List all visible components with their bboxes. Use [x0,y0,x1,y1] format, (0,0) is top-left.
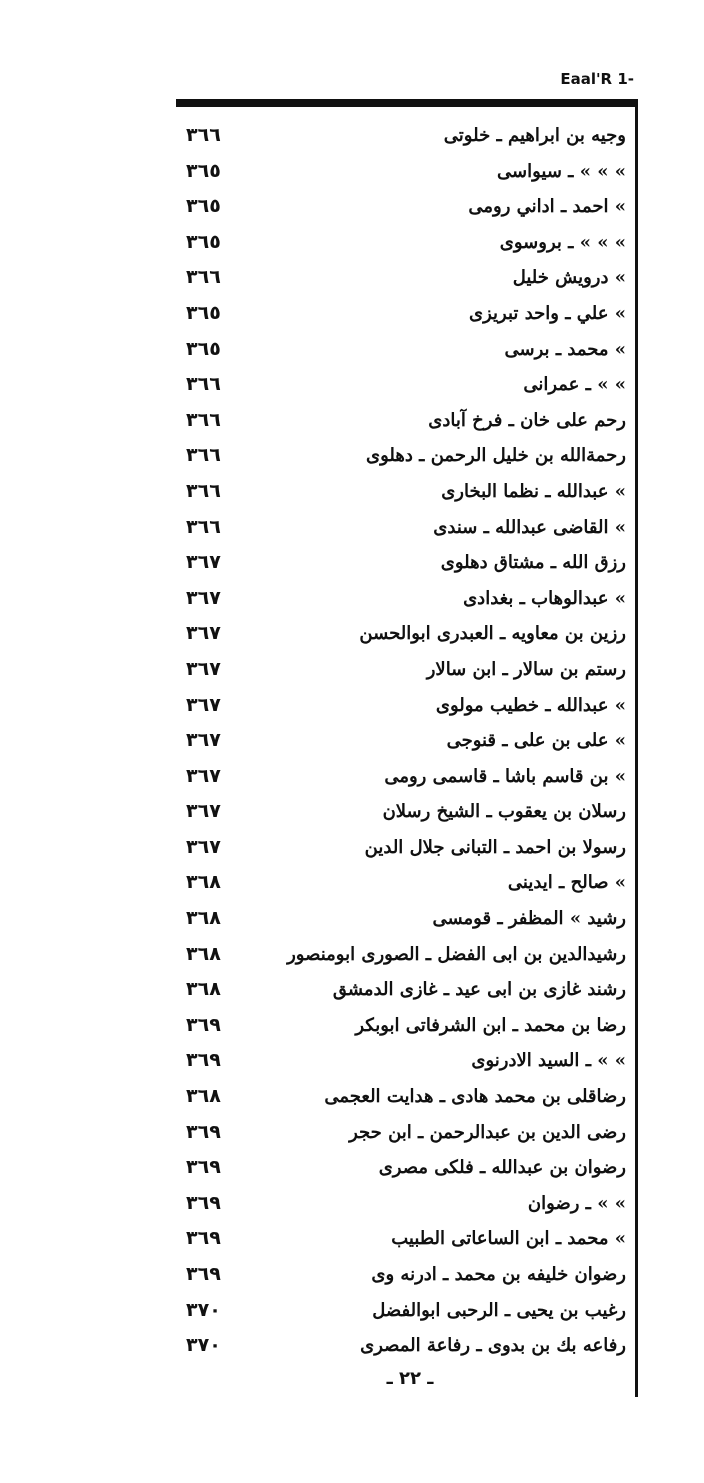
index-list [176,118,630,1364]
list-item [176,367,630,403]
entry-name: » » ـ عمرانی [523,374,626,396]
entry-page-number: ۳٦۷ [186,693,221,716]
entry-page-number: ۳٦۸ [186,871,221,894]
entry-page-number: ۳٦۷ [186,729,221,752]
list-item [176,972,630,1008]
entry-page-number: ۳٦۷ [186,586,221,609]
list-item [176,901,630,937]
entry-page-number: ۳٦٦ [186,373,221,396]
list-item [176,1079,630,1115]
entry-page-number: ۳٦٥ [186,301,221,324]
list-item [176,865,630,901]
list-item [176,403,630,439]
entry-name: رحمةالله بن خليل الرحمن ـ دهلوی [366,445,626,467]
right-rule [635,107,638,1397]
entry-page-number: ۳٦۷ [186,800,221,823]
entry-page-number: ۳٦٦ [186,444,221,467]
entry-name: رشید » المظفر ـ قومسی [432,908,626,930]
list-item [176,225,630,261]
list-item [176,118,630,154]
entry-page-number: ۳٦۹ [186,1049,221,1072]
entry-name: » صالح ـ ایدینی [507,872,626,894]
entry-name: رضا بن محمد ـ ابن الشرفاتی ابوبكر [355,1014,626,1036]
list-item [176,1186,630,1222]
list-item [176,794,630,830]
entry-page-number: ۳٦۹ [186,1120,221,1143]
entry-name: رشند غازی بن ابی عيد ـ غازی الدمشق [332,979,626,1001]
page-number: ـ ۲۲ ـ [386,1368,434,1389]
entry-page-number: ۳٦۹ [186,1263,221,1285]
entry-page-number: ۳٦٥ [186,159,221,182]
list-item [176,332,630,368]
entry-name: » احمد ـ اداني رومی [468,196,626,218]
entry-name: » علی بن علی ـ قنوجی [446,730,626,752]
entry-page-number: ۳٦۹ [186,1191,221,1214]
list-item [176,1293,630,1329]
entry-name: » عبدالله ـ نظما البخاری [441,480,626,502]
list-item [176,616,630,652]
entry-name: رضوان خليفه بن محمد ـ ادرنه وی [371,1264,626,1285]
entry-page-number: ۳٦۷ [186,622,221,645]
entry-name: رستم بن سالار ـ ابن سالار [426,658,626,680]
list-item [176,1221,630,1257]
list-item [176,688,630,724]
entry-page-number: ۳٦۷ [186,835,221,858]
entry-page-number: ۳٦٥ [186,337,221,360]
entry-name: » » » ـ سیواسی [497,160,626,182]
entry-name: رضوان بن عبدالله ـ فلكی مصری [378,1157,626,1179]
list-item [176,154,630,190]
entry-page-number: ۳٦٦ [186,266,221,289]
entry-page-number: ۳٦۹ [186,1156,221,1179]
list-item [176,1328,630,1364]
entry-name: » درويش خليل [512,267,626,289]
entry-name: رسلان بن يعقوب ـ الشيخ رسلان [382,801,626,823]
list-item [176,759,630,795]
entry-name: » علي ـ واحد تبریزی [469,302,626,324]
list-item [176,581,630,617]
entry-name: رغيب بن يحيی ـ الرحبی ابوالفضل [372,1299,626,1321]
entry-page-number: ۳٦٦ [186,408,221,431]
entry-name: » عبدالله ـ خطیب مولوی [435,694,626,716]
entry-name: رضی الدين بن عبدالرحمن ـ ابن حجر [349,1121,626,1143]
header-code: Eaal'R 1- [560,70,634,88]
entry-page-number: ۳۷۰ [186,1298,221,1321]
entry-name: » » ـ رضوان [527,1192,626,1214]
list-item [176,510,630,546]
entry-page-number: ۳٦۹ [186,1227,221,1250]
list-item [176,723,630,759]
entry-page-number: ۳٦۷ [186,551,221,574]
list-item [176,438,630,474]
list-item [176,189,630,225]
entry-page-number: ۳٦۹ [186,1013,221,1036]
entry-page-number: ۳٦٦ [186,479,221,502]
entry-page-number: ۳٦۸ [186,978,221,1001]
entry-page-number: ۳٦۸ [186,942,221,965]
entry-page-number: ۳٦۷ [186,657,221,680]
entry-name: رضاقلی بن محمد هادی ـ هدايت العجمی [324,1086,626,1108]
list-item [176,474,630,510]
list-item [176,652,630,688]
entry-name: » بن قاسم باشا ـ قاسمی رومی [384,765,626,787]
entry-name: » محمد ـ ابن الساعاتی الطبيب [391,1228,626,1250]
list-item [176,545,630,581]
top-rule [176,99,638,107]
entry-name: » » ـ السيد الادرنوی [471,1050,626,1072]
list-item [176,1008,630,1044]
list-item [176,1257,630,1293]
entry-name: » محمد ـ برسی [504,338,626,360]
entry-name: رحم علی خان ـ فرخ آبادی [428,409,626,431]
entry-name: » » » ـ بروسوی [499,231,626,253]
entry-name: رفاعه بك بن بدوی ـ رفاعة المصری [360,1335,626,1357]
list-item [176,260,630,296]
entry-page-number: ۳٦٥ [186,230,221,253]
list-item [176,296,630,332]
entry-name: » القاضی عبدالله ـ سندی [433,516,626,538]
entry-page-number: ۳٦۸ [186,907,221,930]
list-item [176,1115,630,1151]
entry-page-number: ۳٦٦ [186,124,221,146]
list-item [176,937,630,973]
entry-name: » عبدالوهاب ـ بغدادی [463,587,626,609]
entry-name: رسولا بن احمد ـ التبانی جلال الدين [364,836,626,858]
list-item [176,830,630,866]
entry-name: وجيه بن ابراهيم ـ خلوتی [443,125,626,146]
entry-page-number: ۳٦۸ [186,1085,221,1108]
entry-name: رزين بن معاويه ـ العبدری ابوالحسن [359,623,626,645]
entry-page-number: ۳٦۷ [186,764,221,787]
entry-name: رشيدالدين بن ابی الفضل ـ الصوری ابومنصور [287,943,626,965]
list-item [176,1150,630,1186]
entry-page-number: ۳٦٦ [186,515,221,538]
list-item [176,1043,630,1079]
entry-page-number: ۳٦٥ [186,195,221,218]
entry-page-number: ۳۷۰ [186,1334,221,1357]
entry-name: رزق الله ـ مشتاق دهلوی [440,552,626,574]
